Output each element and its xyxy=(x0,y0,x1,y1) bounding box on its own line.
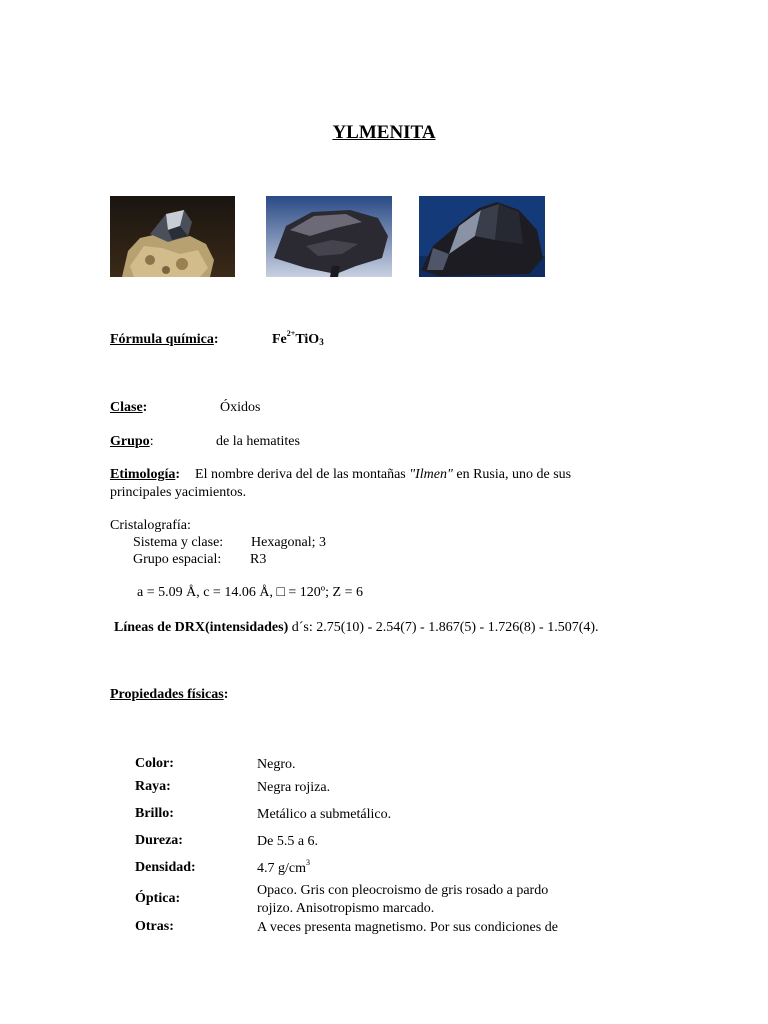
mineral-photo-2 xyxy=(266,196,392,277)
mineral-photo-3 xyxy=(419,196,545,277)
prop-key: Densidad: xyxy=(135,860,196,875)
prop-key: Dureza: xyxy=(135,833,183,848)
mineral-photo-1 xyxy=(110,196,235,277)
drx-lines: Líneas de DRX(intensidades) d´s: 2.75(10) - 2.54(7) - 1.867(5) - 1.726(8) - 1.507(4). xyxy=(114,620,599,635)
prop-value: Negro. xyxy=(257,757,296,772)
prop-value: Metálico a submetálico. xyxy=(257,807,392,822)
clase-value: Óxidos xyxy=(220,400,261,415)
grupo-label: Grupo: xyxy=(110,434,154,449)
etimologia-line2: principales yacimientos. xyxy=(110,485,247,500)
prop-value: 4.7 $g/cm^3$ xyxy=(257,858,310,876)
sistema-label: Sistema y clase: xyxy=(133,535,224,550)
prop-value: A veces presenta magnetismo. Por sus condiciones de xyxy=(257,920,558,935)
prop-key: Color: xyxy=(135,756,174,771)
prop-key: Brillo: xyxy=(135,806,174,821)
etimologia-line1: Etimología: El nombre deriva del de las montañas "Ilmen" en Rusia, uno de sus xyxy=(110,467,572,482)
prop-key: Otras: xyxy=(135,919,174,934)
prop-value: Negra rojiza. xyxy=(257,780,331,795)
cristalografia-heading: Cristalografía: xyxy=(110,518,191,533)
prop-key: Raya: xyxy=(135,779,171,794)
grupo-espacial-value: R3 xyxy=(250,552,267,567)
grupo-espacial-label: Grupo espacial: xyxy=(133,552,222,567)
prop-value: De 5.5 a 6. xyxy=(257,834,319,849)
formula-value: $Fe^{2+}TiO_3$ xyxy=(272,329,324,347)
clase-label: Clase: xyxy=(110,400,148,415)
page-title: YLMENITA xyxy=(332,122,436,143)
prop-value: Opaco. Gris con pleocroismo de gris rosado a pardo rojizo. Anisotropismo marcado. xyxy=(257,883,549,916)
propiedades-heading: Propiedades físicas: xyxy=(110,687,229,702)
prop-key: Óptica: xyxy=(135,891,181,906)
sistema-value: Hexagonal; 3 xyxy=(251,535,327,550)
grupo-value: de la hematites xyxy=(216,434,300,449)
cell-parameters: a = 5.09 Å, c = 14.06 Å, □ = 120º; Z = 6 xyxy=(137,585,363,600)
formula-label: Fórmula química: xyxy=(110,332,219,347)
